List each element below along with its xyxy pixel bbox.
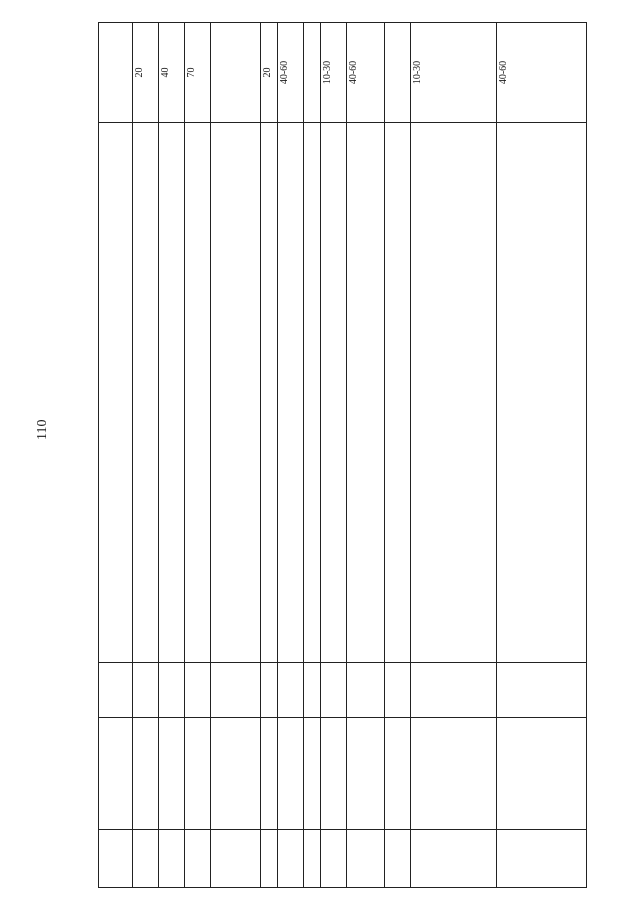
- row-percent: 10-30: [411, 23, 497, 123]
- table-row: [304, 23, 321, 888]
- row-code: [133, 830, 159, 888]
- row-code: [99, 830, 133, 888]
- row-icd: [411, 663, 497, 718]
- table-row: [347, 23, 385, 888]
- row-percent: 20: [261, 23, 278, 123]
- table-row: [159, 23, 185, 888]
- row-percent: 10-30: [321, 23, 347, 123]
- row-code: [347, 830, 385, 888]
- row-code: [411, 830, 497, 888]
- table-row: [211, 23, 261, 888]
- row-disease: [304, 718, 321, 830]
- row-percent: 40-60: [278, 23, 304, 123]
- row-icd: [159, 663, 185, 718]
- row-description: [185, 123, 211, 663]
- row-code: [278, 830, 304, 888]
- row-description: [321, 123, 347, 663]
- row-icd: [99, 663, 133, 718]
- row-percent: 20: [133, 23, 159, 123]
- row-disease: [321, 718, 347, 830]
- table-row: [385, 23, 411, 888]
- row-description: [347, 123, 385, 663]
- row-percent: 40-60: [347, 23, 385, 123]
- row-description: [133, 123, 159, 663]
- row-icd: [497, 663, 587, 718]
- table-row: [278, 23, 304, 888]
- row-percent: [99, 23, 133, 123]
- row-icd: [211, 663, 261, 718]
- row-percent: 40: [159, 23, 185, 123]
- table-row: [497, 23, 587, 888]
- row-disease: [159, 718, 185, 830]
- table-row: [261, 23, 278, 888]
- page-number: 110: [35, 419, 50, 440]
- row-percent: 40-60: [497, 23, 587, 123]
- row-description: [385, 123, 411, 663]
- table-row: [185, 23, 211, 888]
- row-code: [211, 830, 261, 888]
- row-icd: [385, 663, 411, 718]
- row-description: [497, 123, 587, 663]
- row-icd: [261, 663, 278, 718]
- row-percent: 70: [185, 23, 211, 123]
- row-description: [304, 123, 321, 663]
- row-percent: [304, 23, 321, 123]
- table-row: [99, 23, 133, 888]
- row-disease: [347, 718, 385, 830]
- row-description: [99, 123, 133, 663]
- row-code: [321, 830, 347, 888]
- row-disease: [99, 718, 133, 830]
- row-description: [211, 123, 261, 663]
- row-description: [411, 123, 497, 663]
- rotated-table-container: [98, 23, 556, 888]
- row-code: [497, 830, 587, 888]
- table-row: [321, 23, 347, 888]
- row-disease: [278, 718, 304, 830]
- row-disease: [185, 718, 211, 830]
- row-description: [278, 123, 304, 663]
- table-row: [411, 23, 497, 888]
- row-code: [159, 830, 185, 888]
- row-icd: [304, 663, 321, 718]
- row-disease: [211, 718, 261, 830]
- row-description: [159, 123, 185, 663]
- row-code: [185, 830, 211, 888]
- row-disease: [133, 718, 159, 830]
- row-percent: [385, 23, 411, 123]
- row-code: [304, 830, 321, 888]
- table-row: [133, 23, 159, 888]
- row-description: [261, 123, 278, 663]
- row-disease: [497, 718, 587, 830]
- row-icd: [347, 663, 385, 718]
- row-disease: [385, 718, 411, 830]
- row-icd: [185, 663, 211, 718]
- row-icd: [321, 663, 347, 718]
- disability-criteria-table: [98, 22, 587, 888]
- row-code: [261, 830, 278, 888]
- row-icd: [133, 663, 159, 718]
- row-disease: [411, 718, 497, 830]
- row-code: [385, 830, 411, 888]
- row-disease: [261, 718, 278, 830]
- row-percent: [211, 23, 261, 123]
- row-icd: [278, 663, 304, 718]
